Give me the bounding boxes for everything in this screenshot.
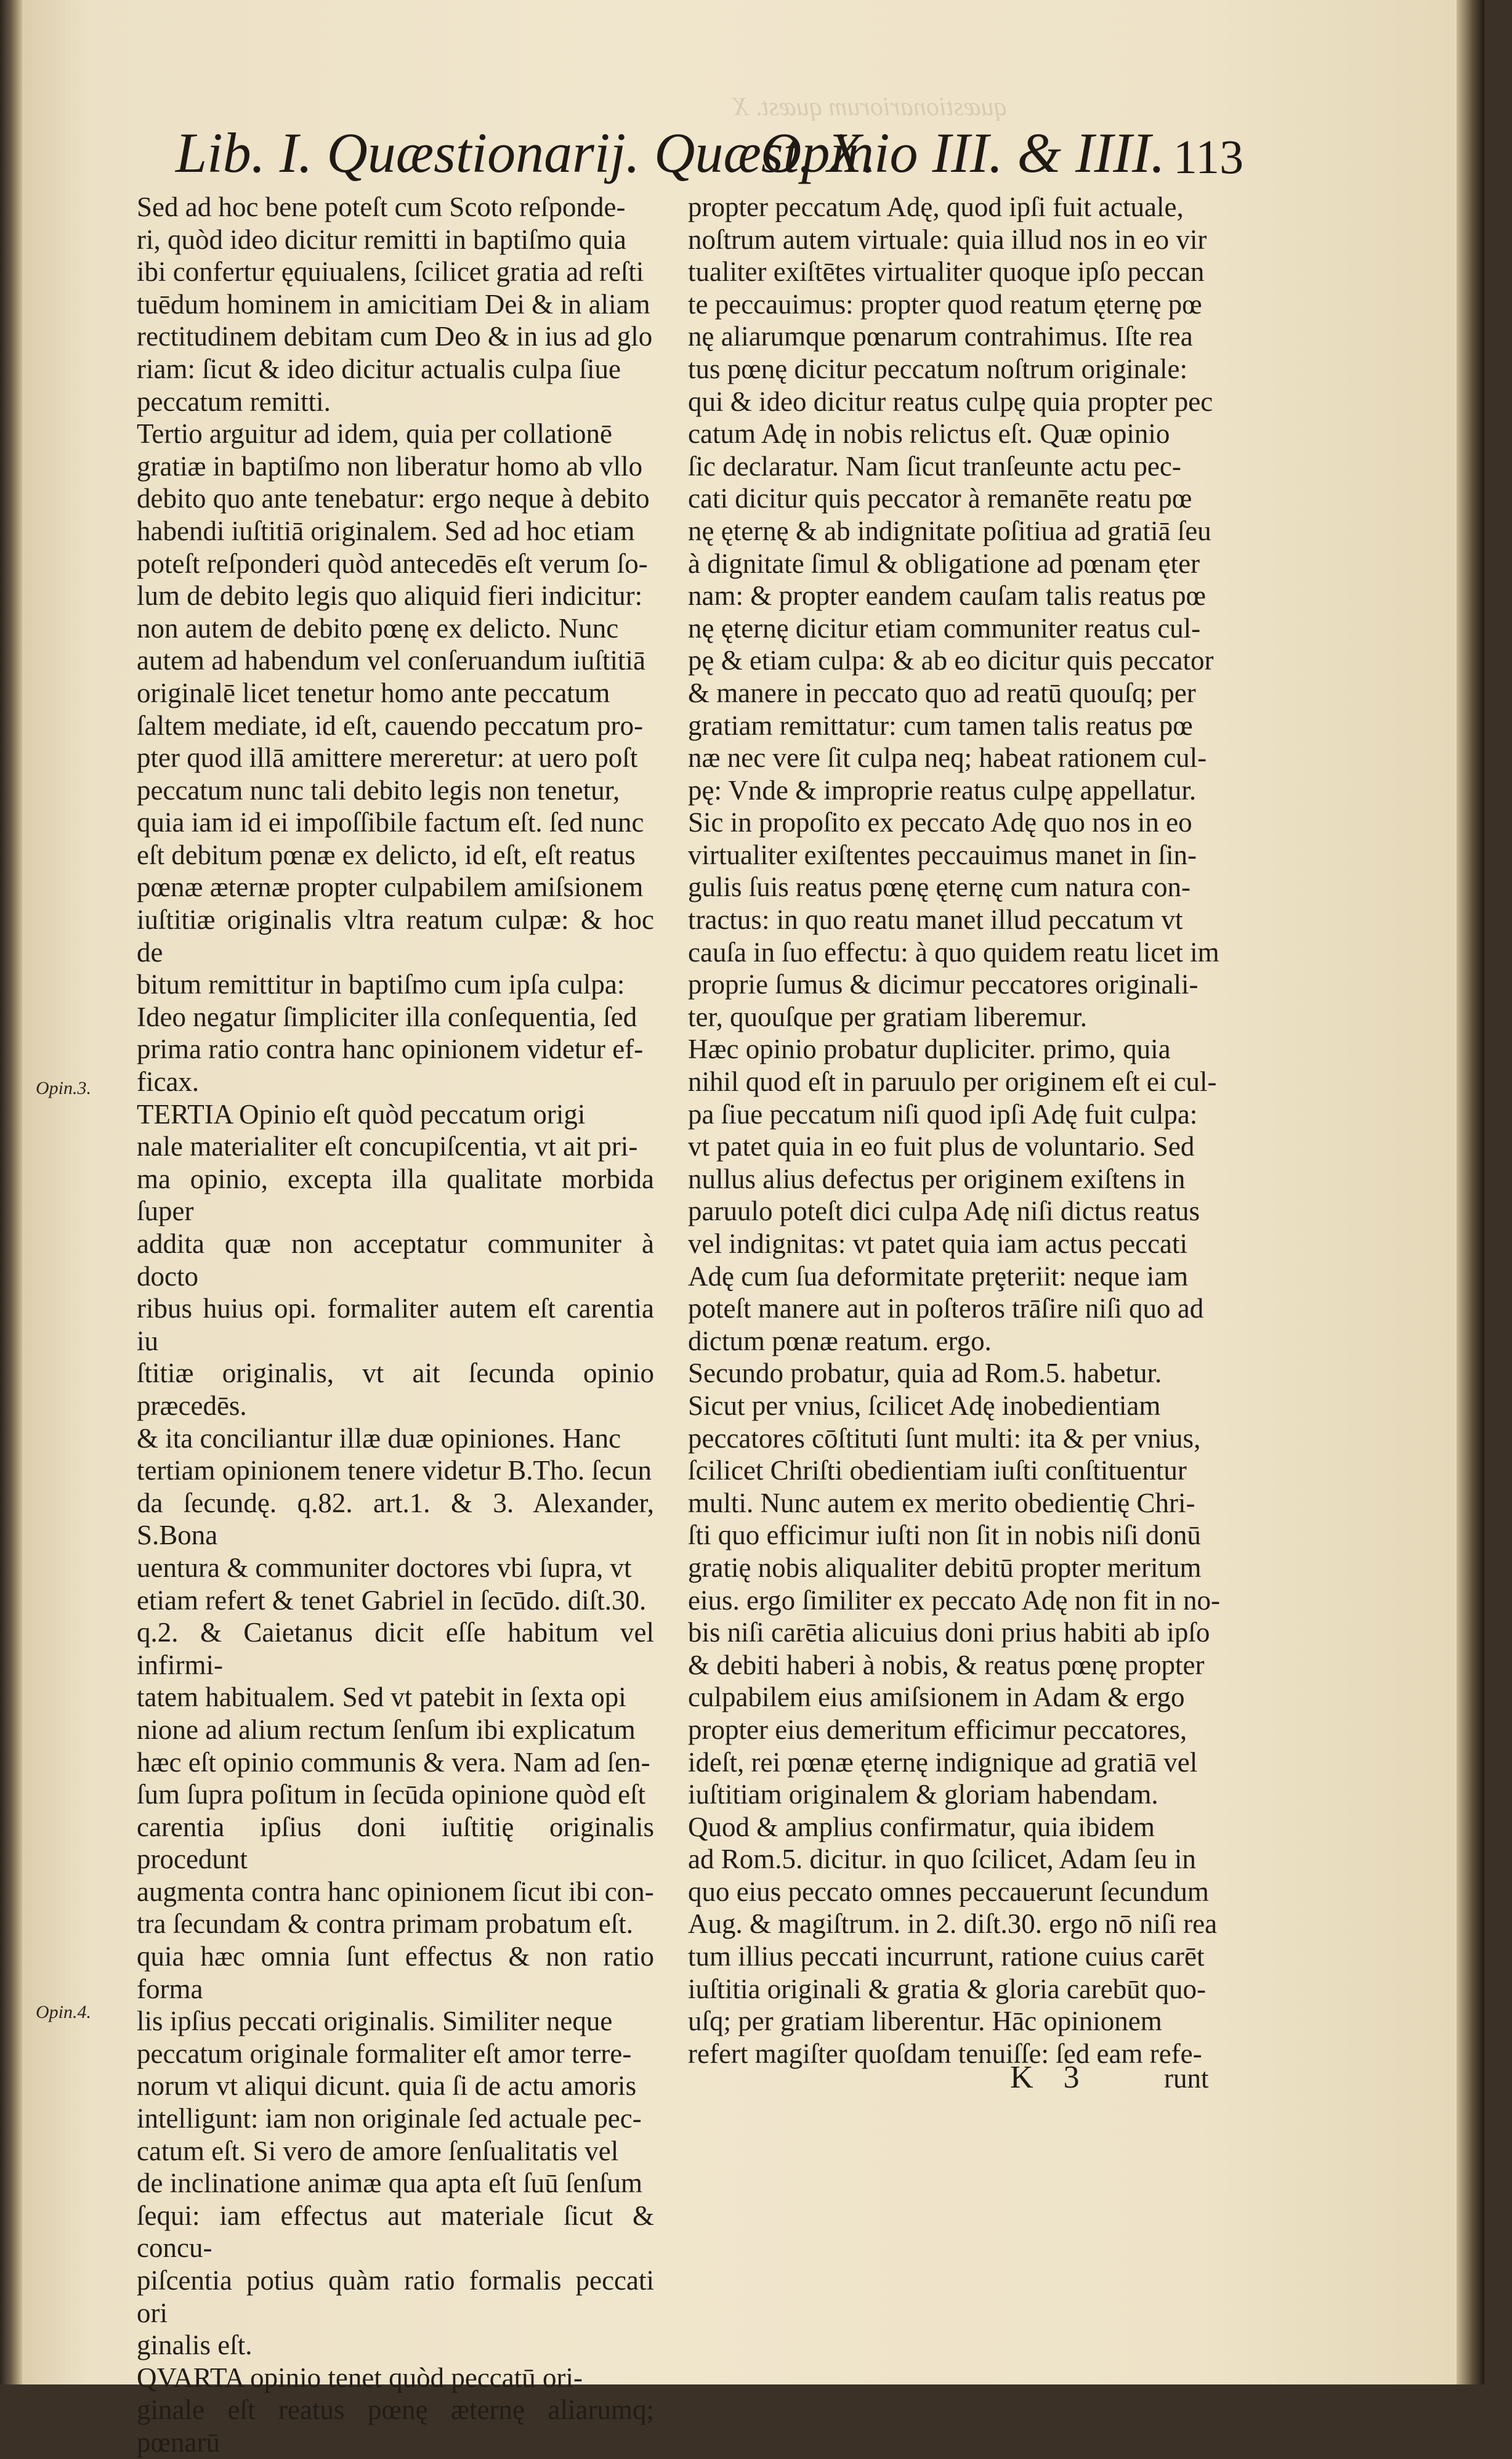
running-head-center: Opinio III. & IIII. (761, 121, 1165, 184)
left-column-text: Sed ad hoc bene poteſt cum Scoto reſponde- ri, quòd ideo dicitur remitti in baptiſmo quia ibi confertur ęquiualens, ſcilicet gratia ad reſti tuēdum hominem in amicitiam Dei & in aliam rectitudinem debitam cum Deo & in ius ad glo riam: ſicut & ideo dicitur actualis culpa ſiue peccatum remitti. Tertio arguitur ad idem, quia per collationē gratiæ in baptiſmo non liberatur homo ab vllo debito quo ante tenebatur: ergo neque à debito habendi iuſtitiā originalem. Sed ad hoc etiam poteſt reſponderi quòd antecedēs eſt verum ſo- lum de debito legis quo aliquid fieri indicitur: non autem de debito pœnę ex delicto. Nunc autem ad habendum vel conſeruandum iuſtitiā originalē licet tenetur homo ante peccatum ſaltem mediate, id eſt, cauendo peccatum pro- pter quod illā amittere mereretur: at uero poſt peccatum nunc tali debito legis non tenetur, quia iam id ei impoſſibile factum eſt. ſed nunc eſt debitum pœnæ ex delicto, id eſt, eſt reatus pœnæ æternæ propter culpabilem amiſsionem iuſtitiæ originalis vltra reatum culpæ: & hoc de bitum remittitur in baptiſmo cum ipſa culpa: Ideo negatur ſimpliciter illa conſequentia, ſed prima ratio contra hanc opinionem videtur ef- ficax. TERTIA Opinio eſt quòd peccatum origi nale materialiter eſt concupiſcentia, vt ait pri- ma opinio, excepta illa qualitate morbida ſuper addita quæ non acceptatur communiter à docto ribus huius opi. formaliter autem eſt carentia iu ſtitiæ originalis, vt ait ſecunda opinio præcedēs. & ita conciliantur illæ duæ opiniones. Hanc tertiam opinionem tenere videtur B.Tho. ſecun da ſecundę. q.82. art.1. & 3. Alexander, S.Bona uentura & communiter doctores vbi ſupra, vt etiam refert & tenet Gabriel in ſecūdo. diſt.30. q.2. & Caietanus dicit eſſe habitum vel infirmi- tatem habitualem. Sed vt patebit in ſexta opi nione ad alium rectum ſenſum ibi explicatum hæc eſt opinio communis & vera. Nam ad ſen- ſum ſupra poſitum in ſecūda opinione quòd eſt carentia ipſius doni iuſtitię originalis procedunt augmenta contra hanc opinionem ſicut ibi con- tra ſecundam & contra primam probatum eſt. quia hæc omnia ſunt effectus & non ratio forma lis ipſius peccati originalis. Similiter neque peccatum originale formaliter eſt amor terre- norum vt aliqui dicunt. quia ſi de actu amoris intelligunt: iam non originale ſed actuale pec- catum eſt. Si vero de amore ſenſualitatis vel de inclinatione animæ qua apta eſt ſuū ſenſum ſequi: iam effectus aut materiale ſicut & concu- piſcentia potius quàm ratio formalis peccati ori ginalis eſt. QVARTA opinio tenet quòd peccatū ori- ginale eſt reatus pœnę æternę aliarumq; pœnarū (137, 192, 654, 2458)
right-column (688, 191, 1242, 2070)
left-column (137, 191, 654, 2459)
margin-note-opinion-4: Opin.4. (36, 2002, 91, 2022)
running-head-left: Lib. I. Quæstionarij. Quæst. X. (176, 121, 876, 184)
binding-shadow (0, 0, 22, 2384)
bleed-through-text: quæstionariorum quæst. X (733, 93, 1007, 121)
page-edge (1457, 0, 1484, 2384)
catchword: runt (1164, 2063, 1209, 2094)
page-number: 113 (1173, 130, 1244, 184)
signature-mark: K 3 (1010, 2060, 1091, 2095)
right-column-text: propter peccatum Adę, quod ipſi fuit actuale, noſtrum autem virtuale: quia illud nos in eo vir tualiter exiſtētes virtualiter quoque ipſo peccan te peccauimus: propter quod reatum ęternę pœ nę aliarumque pœnarum contrahimus. Iſte rea tus pœnę dicitur peccatum noſtrum originale: qui & ideo dicitur reatus culpę quia propter pec catum Adę in nobis relictus eſt. Quæ opinio ſic declaratur. Nam ſicut tranſeunte actu pec- cati dicitur quis peccator à remanēte reatu pœ nę ęternę & ab indignitate poſitiua ad gratiā ſeu à dignitate ſimul & obligatione ad pœnam ęter nam: & propter eandem cauſam talis reatus pœ nę ęternę dicitur etiam communiter reatus cul- pę & etiam culpa: & ab eo dicitur quis peccator & manere in peccato quo ad reatū quouſq; per gratiam remittatur: cum tamen talis reatus pœ næ nec vere ſit culpa neq; habeat rationem cul- pę: Vnde & improprie reatus culpę appellatur. Sic in propoſito ex peccato Adę quo nos in eo virtualiter exiſtentes peccauimus manet in ſin- gulis ſuis reatus pœnę ęternę cum natura con- tractus: in quo reatu manet illud peccatum vt cauſa in ſuo effectu: à quo quidem reatu licet im proprie ſumus & dicimur peccatores originali- ter, quouſque per gratiam liberemur. Hæc opinio probatur dupliciter. primo, quia nihil quod eſt in paruulo per originem eſt ei cul- pa ſiue peccatum niſi quod ipſi Adę fuit culpa: vt patet quia in eo fuit plus de voluntario. Sed nullus alius defectus per originem exiſtens in paruulo poteſt dici culpa Adę niſi dictus reatus vel indignitas: vt patet quia iam actus peccati Adę cum ſua deformitate prȩteriit: neque iam poteſt manere aut in poſteros trāſire niſi quo ad dictum pœnæ reatum. ergo. Secundo probatur, quia ad Rom.5. habetur. Sicut per vnius, ſcilicet Adę inobedientiam peccatores cōſtituti ſunt multi: ita & per vnius, ſcilicet Chriſti obedientiam iuſti conſtituentur multi. Nunc autem ex merito obedientię Chri- ſti quo efficimur iuſti non ſit in nobis niſi donū gratię nobis aliqualiter debitū propter meritum eius. ergo ſimiliter ex peccato Adę non fit in no- bis niſi carētia alicuius doni prius habiti ab ipſo & debiti haberi à nobis, & reatus pœnę propter culpabilem eius amiſsionem in Adam & ergo propter eius demeritum efficimur peccatores, ideſt, rei pœnæ ęternę indignique ad gratiā vel iuſtitiam originalem & gloriam habendam. Quod & amplius confirmatur, quia ibidem ad Rom.5. dicitur. in quo ſcilicet, Adam ſeu in quo eius peccato omnes peccauerunt ſecundum Aug. & magiſtrum. in 2. diſt.30. ergo nō niſi rea tum illius peccati incurrunt, ratione cuius carēt iuſtitia originali & gratia & gloria carebūt quo- uſq; per gratiam liberentur. Hāc opinionem refert magiſter quoſdam tenuiſſe: ſed eam refe- (688, 192, 1220, 2069)
margin-note-opinion-3: Opin.3. (36, 1078, 91, 1098)
